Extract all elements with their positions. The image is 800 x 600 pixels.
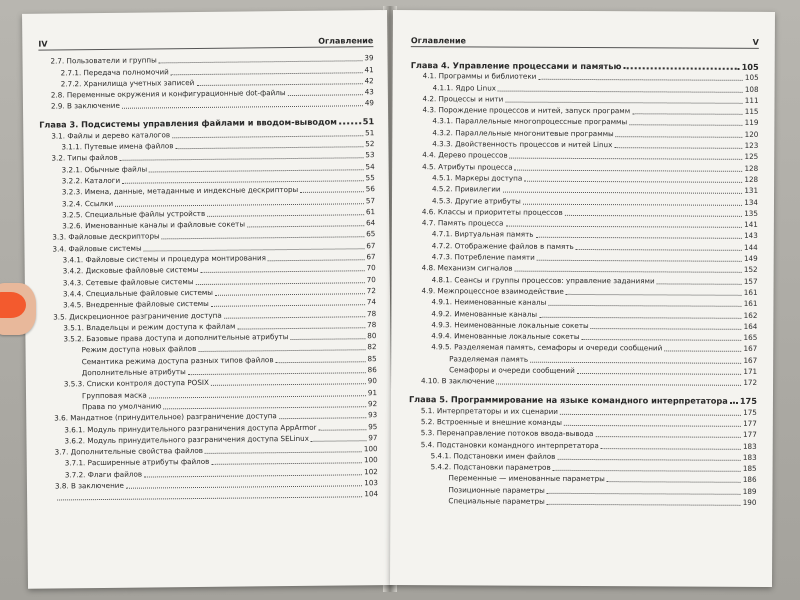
toc-entry-title: 5.2. Встроенные и внешние команды — [420, 417, 562, 427]
toc-entry-page: 54 — [365, 161, 375, 171]
toc-entry-page: 183 — [742, 441, 757, 451]
toc-entry — [409, 450, 757, 463]
toc-entry-title: 3.7.2. Флаги файлов — [64, 469, 143, 480]
toc-entry — [409, 461, 757, 474]
dot-leader — [623, 67, 739, 70]
dot-leader — [279, 417, 366, 419]
toc-entry-page: 108 — [744, 84, 759, 94]
toc-entry-page: 93 — [368, 410, 378, 420]
toc-entry-page: 70 — [366, 263, 376, 273]
toc-entry-page: 104 — [364, 489, 379, 499]
toc-entry-title: 3.4.3. Сетевые файловые системы — [62, 276, 194, 288]
toc-entry — [411, 81, 759, 94]
toc-entry-page: 67 — [366, 252, 376, 262]
toc-entry-title: 4.7.1. Виртуальная память — [431, 229, 534, 240]
toc-entry-title: 3.2.6. Именованные каналы и файловые сокеты — [62, 219, 246, 231]
toc-entry-page: 172 — [743, 378, 758, 388]
dot-leader — [601, 448, 741, 450]
toc-entry — [409, 330, 757, 343]
toc-entry-title: Групповая маска — [81, 390, 147, 400]
toc-entry-title: 3.7.1. Расширенные атрибуты файлов — [64, 457, 210, 468]
toc-entry-title: Глава 4. Управление процессами и памятью — [410, 60, 622, 72]
dot-leader — [557, 459, 741, 461]
toc-entry-page: 183 — [742, 452, 757, 462]
toc-entry — [409, 438, 757, 451]
toc-entry-title: 3.5.3. Списки контроля доступа POSIX — [63, 378, 209, 389]
toc-entry-title: 3.2.4. Ссылки — [61, 198, 114, 208]
toc-entry-title: 4.8. Механизм сигналов — [421, 263, 513, 273]
toc-entry-title: Позиционные параметры — [448, 484, 545, 495]
toc-entry-page: 128 — [744, 163, 759, 173]
toc-entry — [410, 228, 758, 241]
dot-leader — [268, 259, 364, 261]
toc-entry-page: 61 — [365, 206, 376, 217]
toc-entry-title: 3.1.1. Путевые имена файлов — [61, 141, 174, 152]
dot-leader — [211, 463, 362, 466]
toc-entry-title: Глава 3. Подсистемы управления файлами и вводом-выводом — [39, 117, 337, 131]
toc-entry-page: 111 — [744, 95, 759, 105]
toc-entry-title: Разделяемая память — [449, 354, 529, 364]
toc-entry-title: 4.1. Программы и библиотеки — [422, 71, 537, 82]
toc-entry — [410, 115, 758, 128]
toc-entry-title: 3.5. Дискреционное разграничение доступа — [53, 310, 222, 322]
toc-entry — [411, 70, 759, 83]
toc-entry-title: 3.4.4. Специальные файловые системы — [62, 287, 213, 299]
toc-entry-page: 72 — [366, 286, 376, 296]
left-page — [22, 10, 393, 589]
toc-entry-page: 102 — [364, 466, 378, 476]
toc-entry-title: 3.5.2. Базовые права доступа и дополнительные атрибуты — [63, 332, 289, 344]
dot-leader — [564, 425, 741, 427]
dot-leader — [581, 339, 741, 341]
toc-entry-title: Переменные — именованные параметры — [448, 473, 605, 484]
toc-entry — [409, 416, 757, 429]
toc-entry-title: 4.7.2. Отображение файлов в память — [431, 240, 574, 251]
toc-entry-page: 42 — [364, 76, 374, 86]
toc-entry-title: 4.3. Порождение процессов и нитей, запуск программ — [422, 105, 631, 116]
toc-entry-page: 177 — [743, 430, 757, 440]
toc-entry — [409, 307, 757, 320]
toc-entry-page: 143 — [744, 231, 758, 241]
dot-leader — [632, 113, 743, 115]
toc-entry-title: 4.6. Классы и приоритеты процессов — [421, 207, 563, 217]
dot-leader — [664, 351, 741, 352]
toc-entry-page: 52 — [365, 139, 375, 149]
toc-entry — [408, 483, 756, 496]
dot-leader — [515, 271, 742, 273]
toc-entry-page: 186 — [742, 475, 757, 485]
dot-leader — [591, 328, 742, 330]
toc-entry — [410, 251, 758, 264]
toc-entry-page: 103 — [364, 478, 378, 488]
right-page — [390, 10, 775, 587]
toc-entry-title: 2.7.1. Передача полномочий — [60, 66, 169, 78]
toc-entry — [409, 353, 757, 366]
toc-entry-page: 164 — [743, 321, 758, 331]
toc-entry-title: 2.7. Пользователи и группы — [50, 55, 157, 66]
dot-leader — [577, 373, 742, 375]
toc-entry-page: 100 — [363, 455, 378, 465]
toc-entry-title: 4.5.1. Маркеры доступа — [432, 173, 523, 183]
toc-entry-title: 4.9.5. Разделяемая память, семафоры и очереди сообщений — [431, 342, 663, 353]
toc-entry — [410, 149, 758, 162]
toc-entry-title: 3.5.1. Владельцы и режим доступа к файлам — [63, 321, 236, 333]
toc-entry — [409, 472, 757, 485]
left-page-number: IV — [38, 39, 48, 49]
toc-entry-title: 3.4.2. Дисковые файловые системы — [62, 265, 199, 276]
toc-entry-title: 3.7. Дополнительные свойства файлов — [54, 446, 204, 457]
toc-entry-title: 3.2.1. Обычные файлы — [61, 164, 148, 175]
toc-entry — [409, 375, 757, 388]
toc-entry-page: 39 — [364, 53, 374, 63]
toc-entry-title: 4.9.2. Именованные каналы — [431, 308, 538, 319]
toc-entry-page: 86 — [367, 365, 377, 375]
toc-entry-page: 64 — [366, 218, 376, 228]
toc-entry — [410, 217, 758, 230]
toc-entry-page: 171 — [743, 366, 758, 376]
toc-entry-page: 189 — [742, 486, 757, 496]
toc-entry — [410, 172, 758, 185]
dot-leader — [510, 158, 743, 160]
toc-entry — [410, 138, 758, 151]
left-page-header — [38, 36, 373, 51]
toc-entry-title: 4.5.2. Привилегии — [432, 184, 501, 194]
toc-entry-page: 57 — [365, 195, 376, 205]
toc-entry-page: 161 — [743, 287, 758, 297]
toc-entry-title: Специальные параметры — [448, 496, 545, 506]
dot-leader — [539, 316, 742, 318]
dot-leader — [537, 260, 742, 262]
toc-entry-page: 74 — [366, 297, 377, 307]
toc-entry-page: 67 — [366, 240, 376, 250]
dot-leader — [657, 283, 742, 284]
toc-entry-title: 3.4.5. Внедренные файловые системы — [63, 299, 209, 310]
toc-entry-page: 175 — [743, 407, 757, 417]
toc-entry-page: 115 — [744, 107, 759, 117]
toc-entry — [410, 160, 758, 173]
toc-entry — [409, 427, 757, 440]
toc-entry-page: 161 — [743, 299, 758, 309]
toc-entry-title: 4.7.3. Потребление памяти — [431, 252, 535, 262]
toc-entry-title: 4.9.4. Именованные локальные сокеты — [431, 331, 580, 342]
toc-entry-page: 78 — [367, 319, 377, 330]
dot-leader — [207, 214, 364, 217]
toc-entry-title: 4.3.2. Параллельные многонитевые программы — [432, 127, 614, 138]
toc-entry-page: 97 — [368, 432, 378, 443]
toc-entry-title: 4.3.3. Двойственность процессов и нитей Linux — [432, 139, 613, 150]
toc-entry — [410, 240, 758, 253]
toc-entry-page: 41 — [364, 64, 374, 74]
dot-leader — [276, 361, 366, 363]
toc-entry-title: 3.8. В заключение — [54, 480, 124, 491]
right-page-number: V — [752, 37, 759, 47]
toc-entry-title: 3.4.1. Файловые системы и процедура монтирования — [62, 253, 267, 265]
dot-leader — [560, 413, 741, 415]
dot-leader — [614, 147, 742, 149]
toc-entry-page: 105 — [741, 61, 759, 72]
toc-entry-title: 4.8.1. Сеансы и группы процессов: управление заданиями — [431, 274, 655, 286]
toc-entry — [409, 364, 757, 377]
toc-entry-page: 149 — [743, 253, 758, 263]
dot-leader — [224, 316, 365, 318]
toc-entry-title: 5.1. Интерпретаторы и их сценарии — [420, 405, 559, 416]
toc-entry-title: Семантика режима доступа разных типов файлов — [81, 354, 274, 366]
dot-leader — [547, 504, 741, 506]
toc-entry-page: 49 — [364, 98, 375, 108]
dot-leader — [730, 402, 738, 404]
dot-leader — [505, 226, 742, 228]
toc-entry-title: 3.1. Файлы и дерево каталогов — [51, 130, 171, 141]
toc-entry-page: 53 — [365, 150, 375, 160]
dot-leader — [503, 192, 743, 194]
toc-entry-page: 165 — [743, 332, 758, 343]
dot-leader — [498, 90, 743, 92]
toc-entry-page: 152 — [743, 265, 758, 275]
toc-entry-title: 2.7.2. Хранилища учетных записей — [60, 77, 195, 89]
toc-entry-page: 78 — [366, 308, 377, 318]
toc-entry — [410, 183, 758, 196]
toc-entry-page: 91 — [367, 387, 378, 397]
toc-entry — [410, 206, 758, 219]
toc-entry-page: 95 — [368, 421, 378, 431]
dot-leader — [607, 482, 741, 484]
toc-entry-title: 4.9.3. Неименованные локальные сокеты — [431, 320, 589, 330]
toc-entry-title: 4.7. Память процесса — [421, 218, 504, 228]
dot-leader — [616, 136, 743, 138]
toc-entry-page: 128 — [744, 174, 759, 184]
dot-leader — [319, 429, 367, 430]
toc-entry-title: 5.3. Перенаправление потоков ввода-вывода — [420, 428, 594, 439]
dot-leader — [211, 304, 365, 307]
toc-entry-page: 80 — [367, 331, 377, 341]
dot-leader — [595, 436, 741, 438]
dot-leader — [565, 215, 743, 217]
right-toc — [408, 52, 758, 508]
toc-entry-page: 51 — [362, 116, 375, 127]
toc-entry-page: 85 — [367, 353, 377, 363]
toc-entry-page: 167 — [743, 344, 758, 354]
toc-entry-title: 3.3. Файловые дескрипторы — [52, 231, 160, 242]
toc-entry-page: 43 — [364, 87, 374, 97]
dot-leader — [548, 305, 741, 307]
toc-entry-page: 135 — [744, 208, 758, 218]
toc-entry-title: 4.3.1. Параллельные многопроцессные программы — [432, 116, 628, 127]
toc-entry — [410, 262, 758, 275]
dot-leader — [215, 293, 365, 296]
toc-entry-page: 177 — [743, 418, 757, 428]
toc-entry — [409, 404, 757, 417]
toc-entry — [410, 273, 758, 286]
toc-entry-title: 3.4. Файловые системы — [52, 243, 142, 254]
toc-entry-title: 3.6.2. Модуль принудительного разграничения доступа SELinux — [64, 433, 310, 446]
toc-entry-title: 5.4.2. Подстановки параметров — [430, 462, 551, 472]
toc-entry-page: 144 — [744, 242, 758, 252]
toc-entry — [410, 194, 758, 207]
toc-entry-title: 4.5. Атрибуты процесса — [422, 161, 513, 172]
toc-entry-page: 162 — [743, 310, 758, 320]
toc-entry-title: 3.2.3. Имена, данные, метаданные и индексные дескрипторы — [61, 185, 299, 197]
toc-entry-page: 175 — [739, 396, 757, 407]
toc-entry — [410, 104, 758, 117]
dot-leader — [530, 361, 741, 363]
toc-entry-page: 190 — [742, 497, 757, 507]
toc-entry-page: 105 — [744, 73, 759, 83]
toc-entry-title: 4.5.3. Другие атрибуты — [431, 195, 521, 206]
dot-leader — [57, 497, 362, 501]
toc-entry-page: 125 — [744, 152, 759, 162]
toc-entry-page: 56 — [365, 184, 375, 194]
toc-entry-page: 131 — [744, 186, 759, 196]
toc-entry-title: 2.9. В заключение — [50, 101, 120, 112]
toc-entry-page: 167 — [743, 355, 758, 365]
toc-entry-title: 4.4. Дерево процессов — [422, 150, 508, 160]
dot-leader — [547, 492, 741, 494]
toc-chapter-entry — [411, 56, 759, 72]
dot-leader — [538, 79, 743, 81]
toc-entry-title: 3.2. Типы файлов — [51, 153, 118, 163]
dot-leader — [211, 384, 366, 387]
dot-leader — [553, 470, 741, 472]
toc-entry — [408, 495, 756, 508]
toc-entry — [410, 285, 758, 298]
toc-entry-page: 70 — [366, 274, 376, 284]
dot-leader — [515, 169, 743, 171]
toc-entry-title: 3.2.2. Каталоги — [61, 175, 121, 186]
right-page-title: Оглавление — [410, 36, 467, 46]
toc-entry — [409, 296, 757, 309]
toc-entry-page: 55 — [365, 173, 375, 183]
left-toc — [38, 52, 378, 503]
toc-entry-page: 90 — [367, 376, 377, 386]
toc-entry-title: 4.9. Межпроцессное взаимодействие — [421, 286, 564, 296]
dot-leader — [629, 125, 743, 127]
toc-entry-title: 4.9.1. Неименованные каналы — [431, 297, 547, 308]
toc-entry-page: 185 — [742, 463, 757, 474]
toc-entry — [409, 341, 757, 354]
dot-leader — [497, 384, 742, 386]
toc-entry-page: 141 — [744, 219, 758, 230]
toc-entry-page: 51 — [365, 127, 375, 138]
dot-leader — [339, 123, 361, 125]
dot-leader — [523, 203, 742, 205]
toc-entry-page: 120 — [744, 129, 759, 139]
toc-entry-page: 119 — [744, 118, 759, 128]
toc-entry-title: 2.8. Переменные окружения и конфигурационные dot-файлы — [50, 88, 286, 100]
toc-entry-title: 5.4. Подстановки командного интерпретатора — [420, 439, 599, 450]
toc-entry-page: 134 — [744, 197, 759, 207]
left-page-title: Оглавление — [318, 36, 374, 46]
toc-entry-title: 4.2. Процессы и нити — [422, 94, 504, 104]
toc-entry-page: 65 — [366, 229, 376, 239]
toc-entry — [409, 319, 757, 332]
dot-leader — [566, 294, 742, 296]
toc-entry-title: 3.6.1. Модуль принудительного разграничения доступа AppArmor — [64, 422, 317, 434]
toc-entry — [410, 127, 758, 140]
toc-entry-title: 5.4.1. Подстановки имен файлов — [430, 451, 556, 461]
toc-entry-title: Глава 5. Программирование на языке командного интерпретатора — [408, 394, 728, 407]
toc-entry-title: 3.2.5. Специальные файлы устройств — [62, 208, 206, 220]
toc-entry-title: 3.6. Мандатное (принудительное) разграничение доступа — [54, 411, 277, 423]
toc-entry — [411, 93, 759, 106]
dot-leader — [524, 181, 742, 183]
toc-entry-page: 82 — [367, 342, 377, 352]
toc-entry-title: 4.1.1. Ядро Linux — [432, 82, 497, 93]
toc-entry-title: 4.10. В заключение — [421, 376, 495, 386]
toc-entry-title: Дополнительные атрибуты — [81, 367, 186, 378]
dot-leader — [288, 94, 363, 96]
dot-leader — [535, 237, 742, 239]
dot-leader — [311, 440, 366, 442]
right-page-header — [411, 36, 759, 49]
dot-leader — [290, 338, 365, 340]
toc-entry-title: Режим доступа новых файлов — [81, 344, 197, 355]
toc-chapter-entry — [409, 390, 757, 406]
toc-entry-page: 92 — [367, 399, 378, 409]
toc-entry-title: Семафоры и очереди сообщений — [449, 365, 575, 375]
toc-entry-title: Права по умолчанию — [82, 401, 162, 412]
dot-leader — [576, 249, 742, 251]
toc-entry-page: 100 — [363, 444, 378, 454]
dot-leader — [300, 192, 364, 194]
dot-leader — [237, 327, 365, 329]
toc-entry-page: 157 — [743, 276, 758, 286]
dot-leader — [505, 101, 743, 103]
dot-leader — [122, 106, 363, 110]
toc-entry-page: 123 — [744, 140, 759, 150]
dot-leader — [247, 225, 364, 227]
